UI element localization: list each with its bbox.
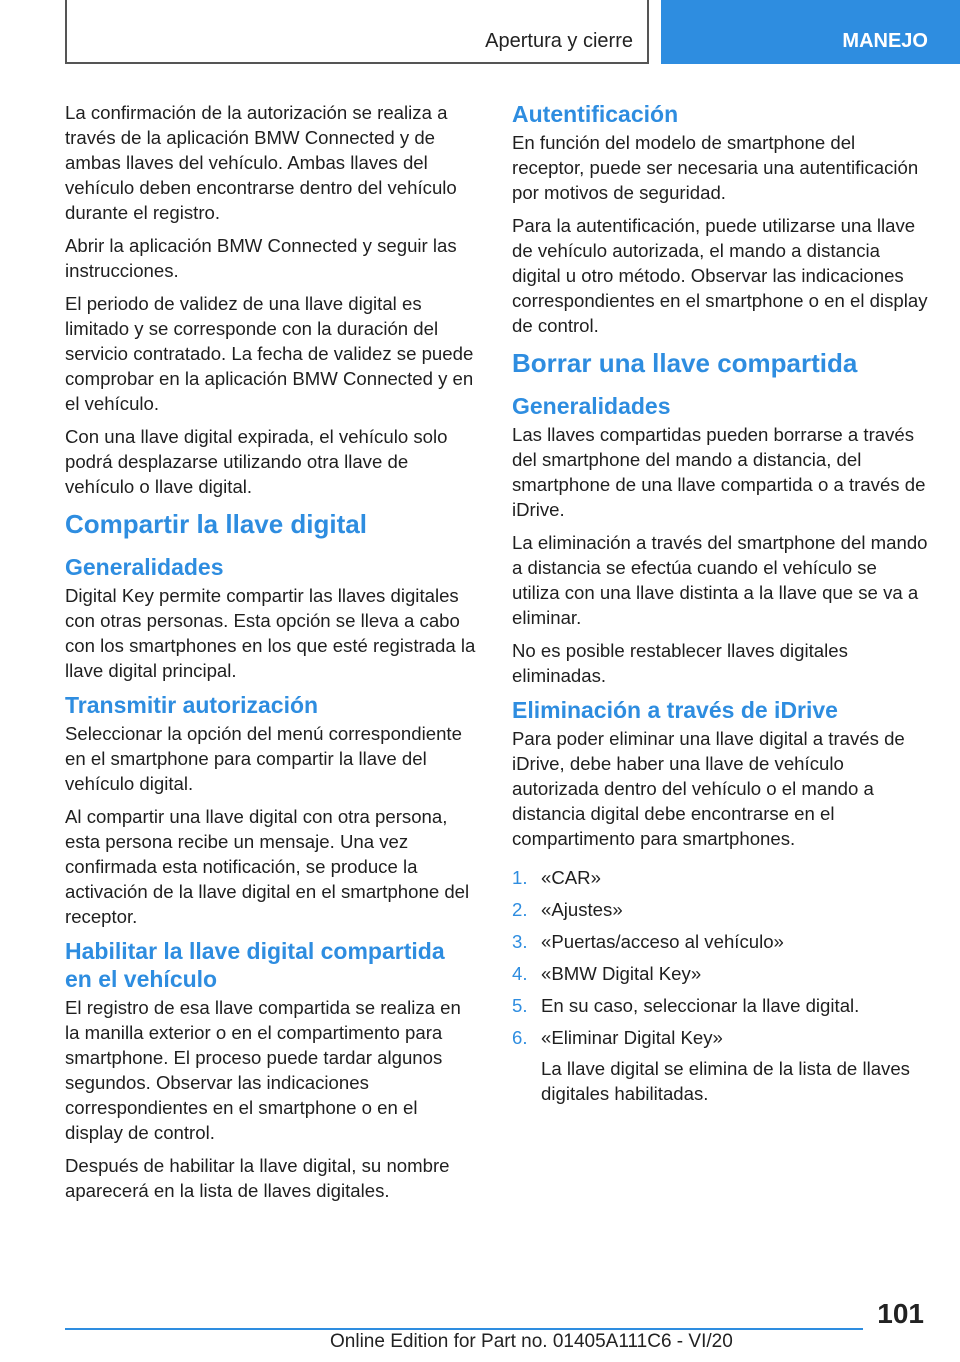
paragraph-delete-3: No es posible restablecer llaves digitales eliminadas.	[512, 640, 848, 686]
step-text: «Eliminar Digital Key»	[541, 1027, 723, 1048]
paragraph-auth-1: En función del modelo de smartphone del receptor, puede ser necesaria una autentificación por motivos de seguridad.	[512, 132, 919, 203]
step-number: 1.	[512, 867, 528, 888]
list-item	[512, 865, 928, 890]
paragraph-auth-2: Para la autentificación, puede utilizarse una llave de vehículo autorizada, el mando a distancia digital u otro método. Observar las indicaciones correspondientes en el smartphone o en el display de control.	[512, 215, 928, 336]
paragraph-transmit-1: Seleccionar la opción del menú correspondiente en el smartphone para compartir la llave del vehículo digital.	[65, 723, 462, 794]
paragraph-validity: El periodo de validez de una llave digital es limitado y se corresponde con la duración del servicio contratado. La fecha de validez se puede comprobar en la aplicación BMW Connected y en el vehículo.	[65, 293, 474, 414]
footer-edition: Online Edition for Part no. 01405A111C6 - VI/20	[330, 1331, 733, 1352]
steps-list	[512, 865, 928, 1106]
subheading-general: Generalidades	[65, 554, 224, 580]
subheading-authentication: Autentificación	[512, 101, 679, 127]
paragraph-expired-key: Con una llave digital expirada, el vehículo solo podrá desplazarse utilizando otra llave de vehículo o llave digital.	[65, 426, 448, 497]
step-text: «Ajustes»	[541, 899, 623, 920]
header-chapter-tab	[661, 0, 960, 64]
step-number: 5.	[512, 995, 528, 1016]
header-section-title: Apertura y cierre	[485, 30, 633, 52]
list-item	[512, 961, 928, 986]
subheading-delete-general: Generalidades	[512, 393, 671, 419]
list-item	[512, 1025, 928, 1106]
paragraph-transmit-2: Al compartir una llave digital con otra persona, esta persona recibe un mensaje. Una vez confirmada esta notificación, se produce la activación de la llave digital en el smartphone del receptor.	[65, 806, 470, 927]
heading-delete-shared-key: Borrar una llave compartida	[512, 348, 858, 378]
heading-share-key: Compartir la llave digital	[65, 509, 367, 539]
step-number: 3.	[512, 931, 528, 952]
step-note: La llave digital se elimina de la lista de llaves digitales habilitadas.	[541, 1058, 910, 1104]
step-text: En su caso, seleccionar la llave digital.	[541, 995, 860, 1016]
step-text: «Puertas/acceso al vehículo»	[541, 931, 784, 952]
right-column	[512, 100, 928, 1113]
paragraph-open-app: Abrir la aplicación BMW Connected y seguir las instrucciones.	[65, 235, 457, 281]
paragraph-share-general: Digital Key permite compartir las llaves digitales con otras personas. Esta opción se lleva a cabo con los smartphones en los que esté registrada la llave digital principal.	[65, 585, 476, 681]
step-number: 6.	[512, 1027, 528, 1048]
list-item	[512, 929, 928, 954]
step-text: «BMW Digital Key»	[541, 963, 702, 984]
paragraph-delete-1: Las llaves compartidas pueden borrarse a través del smartphone del mando a distancia, del smartphone de una llave compartida o a través de iDrive.	[512, 424, 926, 520]
header-chapter-title: MANEJO	[842, 30, 928, 52]
step-number: 2.	[512, 899, 528, 920]
subheading-enable: Habilitar la llave digital compartida en el vehículo	[65, 938, 445, 992]
subheading-transmit: Transmitir autorización	[65, 692, 319, 718]
left-column	[65, 100, 477, 1211]
paragraph-enable-2: Después de habilitar la llave digital, su nombre aparecerá en la lista de llaves digitales.	[65, 1155, 450, 1201]
list-item	[512, 993, 928, 1018]
paragraph-delete-2: La eliminación a través del smartphone del mando a distancia se efectúa cuando el vehículo se utiliza con una llave distinta a la llave que se va a eliminar.	[512, 532, 928, 628]
step-text: «CAR»	[541, 867, 601, 888]
paragraph-enable-1: El registro de esa llave compartida se realiza en la manilla exterior o en el compartimento para smartphone. El proceso puede tardar algunos segundos. Observar las indicaciones correspondientes en el smartphone o en el display de control.	[65, 997, 461, 1143]
subheading-idrive: Eliminación a través de iDrive	[512, 697, 838, 723]
footer-divider	[65, 1328, 863, 1330]
list-item	[512, 897, 928, 922]
step-number: 4.	[512, 963, 528, 984]
paragraph-idrive: Para poder eliminar una llave digital a través de iDrive, debe haber una llave de vehículo autorizada dentro del vehículo o el mando a distancia digital debe encontrarse en el compartimento para smartphones.	[512, 728, 905, 849]
paragraph-confirmation: La confirmación de la autorización se realiza a través de la aplicación BMW Connected y de ambas llaves del vehículo. Ambas llaves del vehículo deben encontrarse dentro del vehículo durante el registro.	[65, 102, 457, 223]
page-number: 101	[877, 1298, 924, 1329]
header-section-tab	[65, 0, 649, 64]
